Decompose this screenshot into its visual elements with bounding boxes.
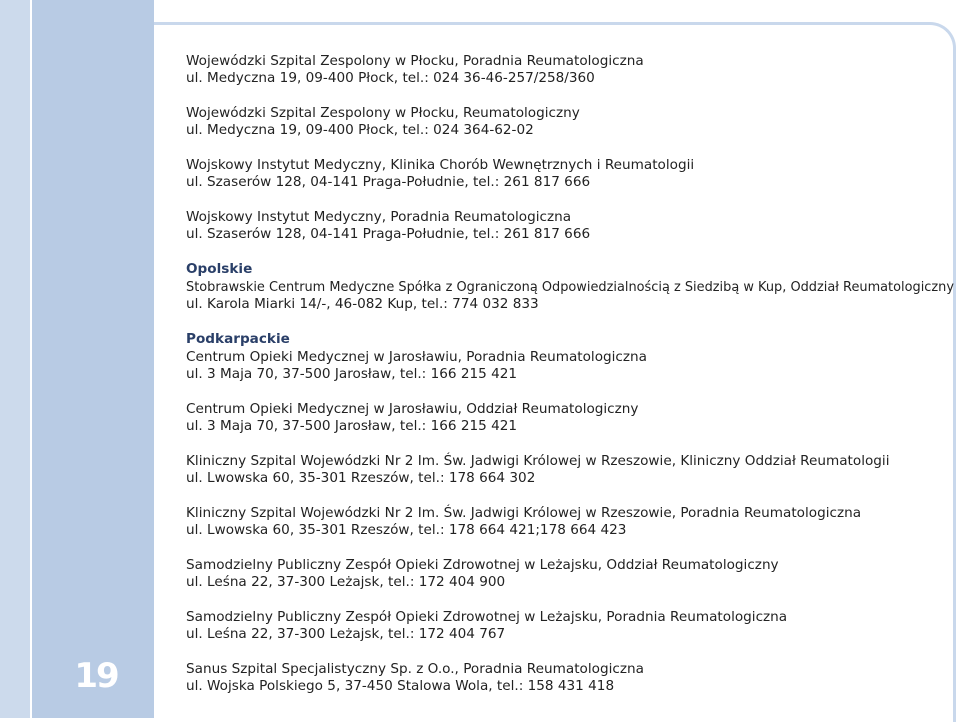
facility-entry: [186, 157, 956, 191]
facility-entry: [186, 609, 956, 643]
facility-entry: [186, 661, 956, 695]
facility-list: [186, 53, 956, 713]
left-inner-stripe: [0, 0, 32, 718]
facility-name: Wojewódzki Szpital Zespolony w Płocku, Reumatologiczny: [186, 105, 580, 121]
region-heading: Opolskie: [186, 261, 253, 277]
facility-name: Stobrawskie Centrum Medyczne Spółka z Ograniczoną Odpowiedzialnością z Siedzibą w Kup, Oddział Reumatologiczny: [186, 279, 955, 295]
facility-name: Centrum Opieki Medycznej w Jarosławiu, Poradnia Reumatologiczna: [186, 349, 647, 365]
facility-address: ul. Szaserów 128, 04-141 Praga-Południe, tel.: 261 817 666: [186, 174, 591, 190]
facility-entry: [186, 557, 956, 591]
facility-name: Wojskowy Instytut Medyczny, Klinika Chorób Wewnętrznych i Reumatologii: [186, 157, 695, 173]
facility-address: ul. Lwowska 60, 35-301 Rzeszów, tel.: 178 664 421;178 664 423: [186, 522, 627, 538]
facility-entry: [186, 401, 956, 435]
facility-name: Centrum Opieki Medycznej w Jarosławiu, Oddział Reumatologiczny: [186, 401, 639, 417]
facility-entry: [186, 331, 956, 383]
facility-name: Samodzielny Publiczny Zespół Opieki Zdrowotnej w Leżajsku, Poradnia Reumatologiczna: [186, 609, 788, 625]
facility-name: Kliniczny Szpital Wojewódzki Nr 2 Im. Św. Jadwigi Królowej w Rzeszowie, Poradnia Reumatologiczna: [186, 505, 862, 521]
facility-address: ul. Medyczna 19, 09-400 Płock, tel.: 024 36-46-257/258/360: [186, 70, 595, 86]
facility-address: ul. Leśna 22, 37-300 Leżajsk, tel.: 172 404 767: [186, 626, 506, 642]
facility-entry: [186, 105, 956, 139]
region-heading: Podkarpackie: [186, 331, 290, 347]
facility-address: ul. Lwowska 60, 35-301 Rzeszów, tel.: 178 664 302: [186, 470, 536, 486]
facility-entry: [186, 453, 956, 487]
left-decorative-band: [0, 0, 154, 718]
facility-name: Wojewódzki Szpital Zespolony w Płocku, Poradnia Reumatologiczna: [186, 53, 644, 69]
facility-address: ul. Karola Miarki 14/-, 46-082 Kup, tel.: 774 032 833: [186, 296, 539, 312]
facility-address: ul. Wojska Polskiego 5, 37-450 Stalowa Wola, tel.: 158 431 418: [186, 678, 615, 694]
facility-address: ul. 3 Maja 70, 37-500 Jarosław, tel.: 166 215 421: [186, 418, 518, 434]
facility-address: ul. Medyczna 19, 09-400 Płock, tel.: 024 364-62-02: [186, 122, 534, 138]
facility-name: Sanus Szpital Specjalistyczny Sp. z O.o., Poradnia Reumatologiczna: [186, 661, 644, 677]
facility-name: Wojskowy Instytut Medyczny, Poradnia Reumatologiczna: [186, 209, 572, 225]
facility-address: ul. Leśna 22, 37-300 Leżajsk, tel.: 172 404 900: [186, 574, 506, 590]
facility-entry: [186, 209, 956, 243]
page-number: 19: [74, 656, 118, 696]
facility-address: ul. Szaserów 128, 04-141 Praga-Południe, tel.: 261 817 666: [186, 226, 591, 242]
facility-entry: [186, 53, 956, 87]
facility-address: ul. 3 Maja 70, 37-500 Jarosław, tel.: 166 215 421: [186, 366, 518, 382]
facility-name: Kliniczny Szpital Wojewódzki Nr 2 Im. Św. Jadwigi Królowej w Rzeszowie, Kliniczny Oddział Reumatologii: [186, 453, 890, 469]
facility-name: Samodzielny Publiczny Zespół Opieki Zdrowotnej w Leżajsku, Oddział Reumatologiczny: [186, 557, 779, 573]
facility-entry: [186, 505, 956, 539]
facility-entry: [186, 261, 956, 313]
